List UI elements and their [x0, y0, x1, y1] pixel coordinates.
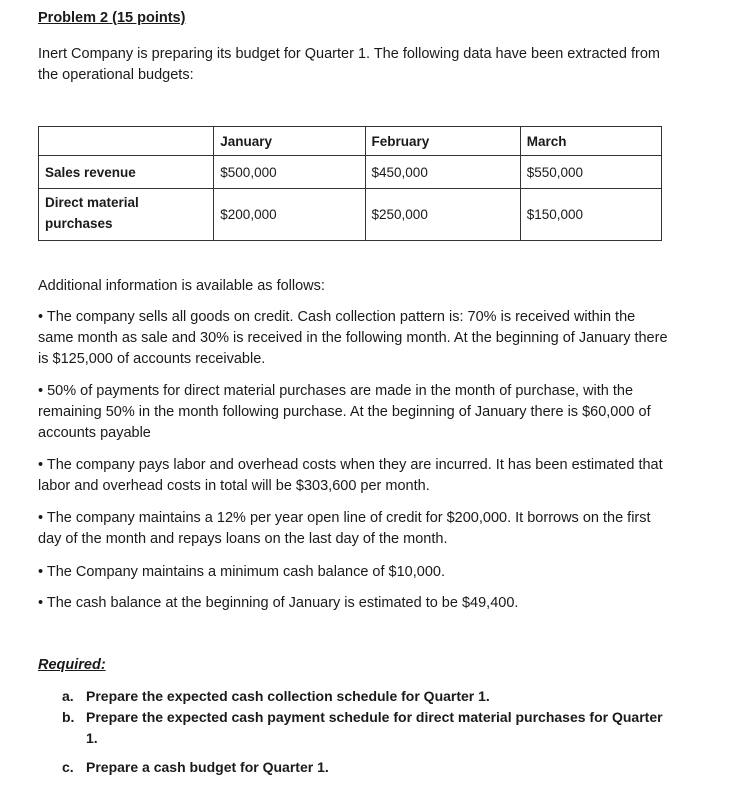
- required-text-a: Prepare the expected cash collection schedule for Quarter 1.: [86, 688, 490, 704]
- bullet-credit-sales: • The company sells all goods on credit. Cash collection pattern is: 70% is received within the same month as sale and 30% is received in the following month. At the beginning of January there is $125,000 of accounts receivable.: [38, 309, 668, 367]
- budget-table: [38, 126, 662, 241]
- required-list: [62, 686, 672, 778]
- row-label-sales: Sales revenue: [39, 156, 214, 189]
- intro-paragraph: Inert Company is preparing its budget for Quarter 1. The following data have been extracted from the operational budgets:: [38, 46, 660, 83]
- dm-january: $200,000: [214, 189, 365, 241]
- sales-january: $500,000: [214, 156, 365, 189]
- header-february: February: [365, 127, 520, 156]
- dm-february: $250,000: [365, 189, 520, 241]
- required-letter-a: a.: [62, 688, 74, 704]
- table-header-row: [39, 127, 662, 156]
- bullet-beginning-cash: • The cash balance at the beginning of January is estimated to be $49,400.: [38, 595, 519, 611]
- sales-february: $450,000: [365, 156, 520, 189]
- table-row: [39, 189, 662, 241]
- dm-march: $150,000: [520, 189, 661, 241]
- required-text-c: Prepare a cash budget for Quarter 1.: [86, 759, 329, 775]
- header-cell-empty: [39, 127, 214, 156]
- bullet-labor-overhead: • The company pays labor and overhead costs when they are incurred. It has been estimated that labor and overhead costs in total will be $303,600 per month.: [38, 457, 663, 494]
- row-label-dm-purchases: Direct material purchases: [39, 189, 214, 241]
- table-row: [39, 156, 662, 189]
- list-item: [62, 757, 672, 778]
- list-item: [62, 707, 672, 749]
- bullet-line-of-credit: • The company maintains a 12% per year open line of credit for $200,000. It borrows on the first day of the month and repays loans on the last day of the month.: [38, 510, 651, 547]
- required-label: Required:: [38, 657, 106, 673]
- bullet-material-payments: • 50% of payments for direct material purchases are made in the month of purchase, with the remaining 50% in the month following purchase. At the beginning of January there is $60,000 of accounts payable: [38, 383, 651, 441]
- required-text-b: Prepare the expected cash payment schedule for direct material purchases for Quarter 1.: [86, 709, 663, 746]
- required-letter-c: c.: [62, 759, 74, 775]
- header-march: March: [520, 127, 661, 156]
- header-january: January: [214, 127, 365, 156]
- required-letter-b: b.: [62, 709, 75, 725]
- list-item: [62, 686, 672, 707]
- bullet-minimum-cash: • The Company maintains a minimum cash balance of $10,000.: [38, 564, 445, 580]
- problem-title: Problem 2 (15 points): [38, 10, 186, 26]
- sales-march: $550,000: [520, 156, 661, 189]
- additional-heading: Additional information is available as follows:: [38, 278, 325, 294]
